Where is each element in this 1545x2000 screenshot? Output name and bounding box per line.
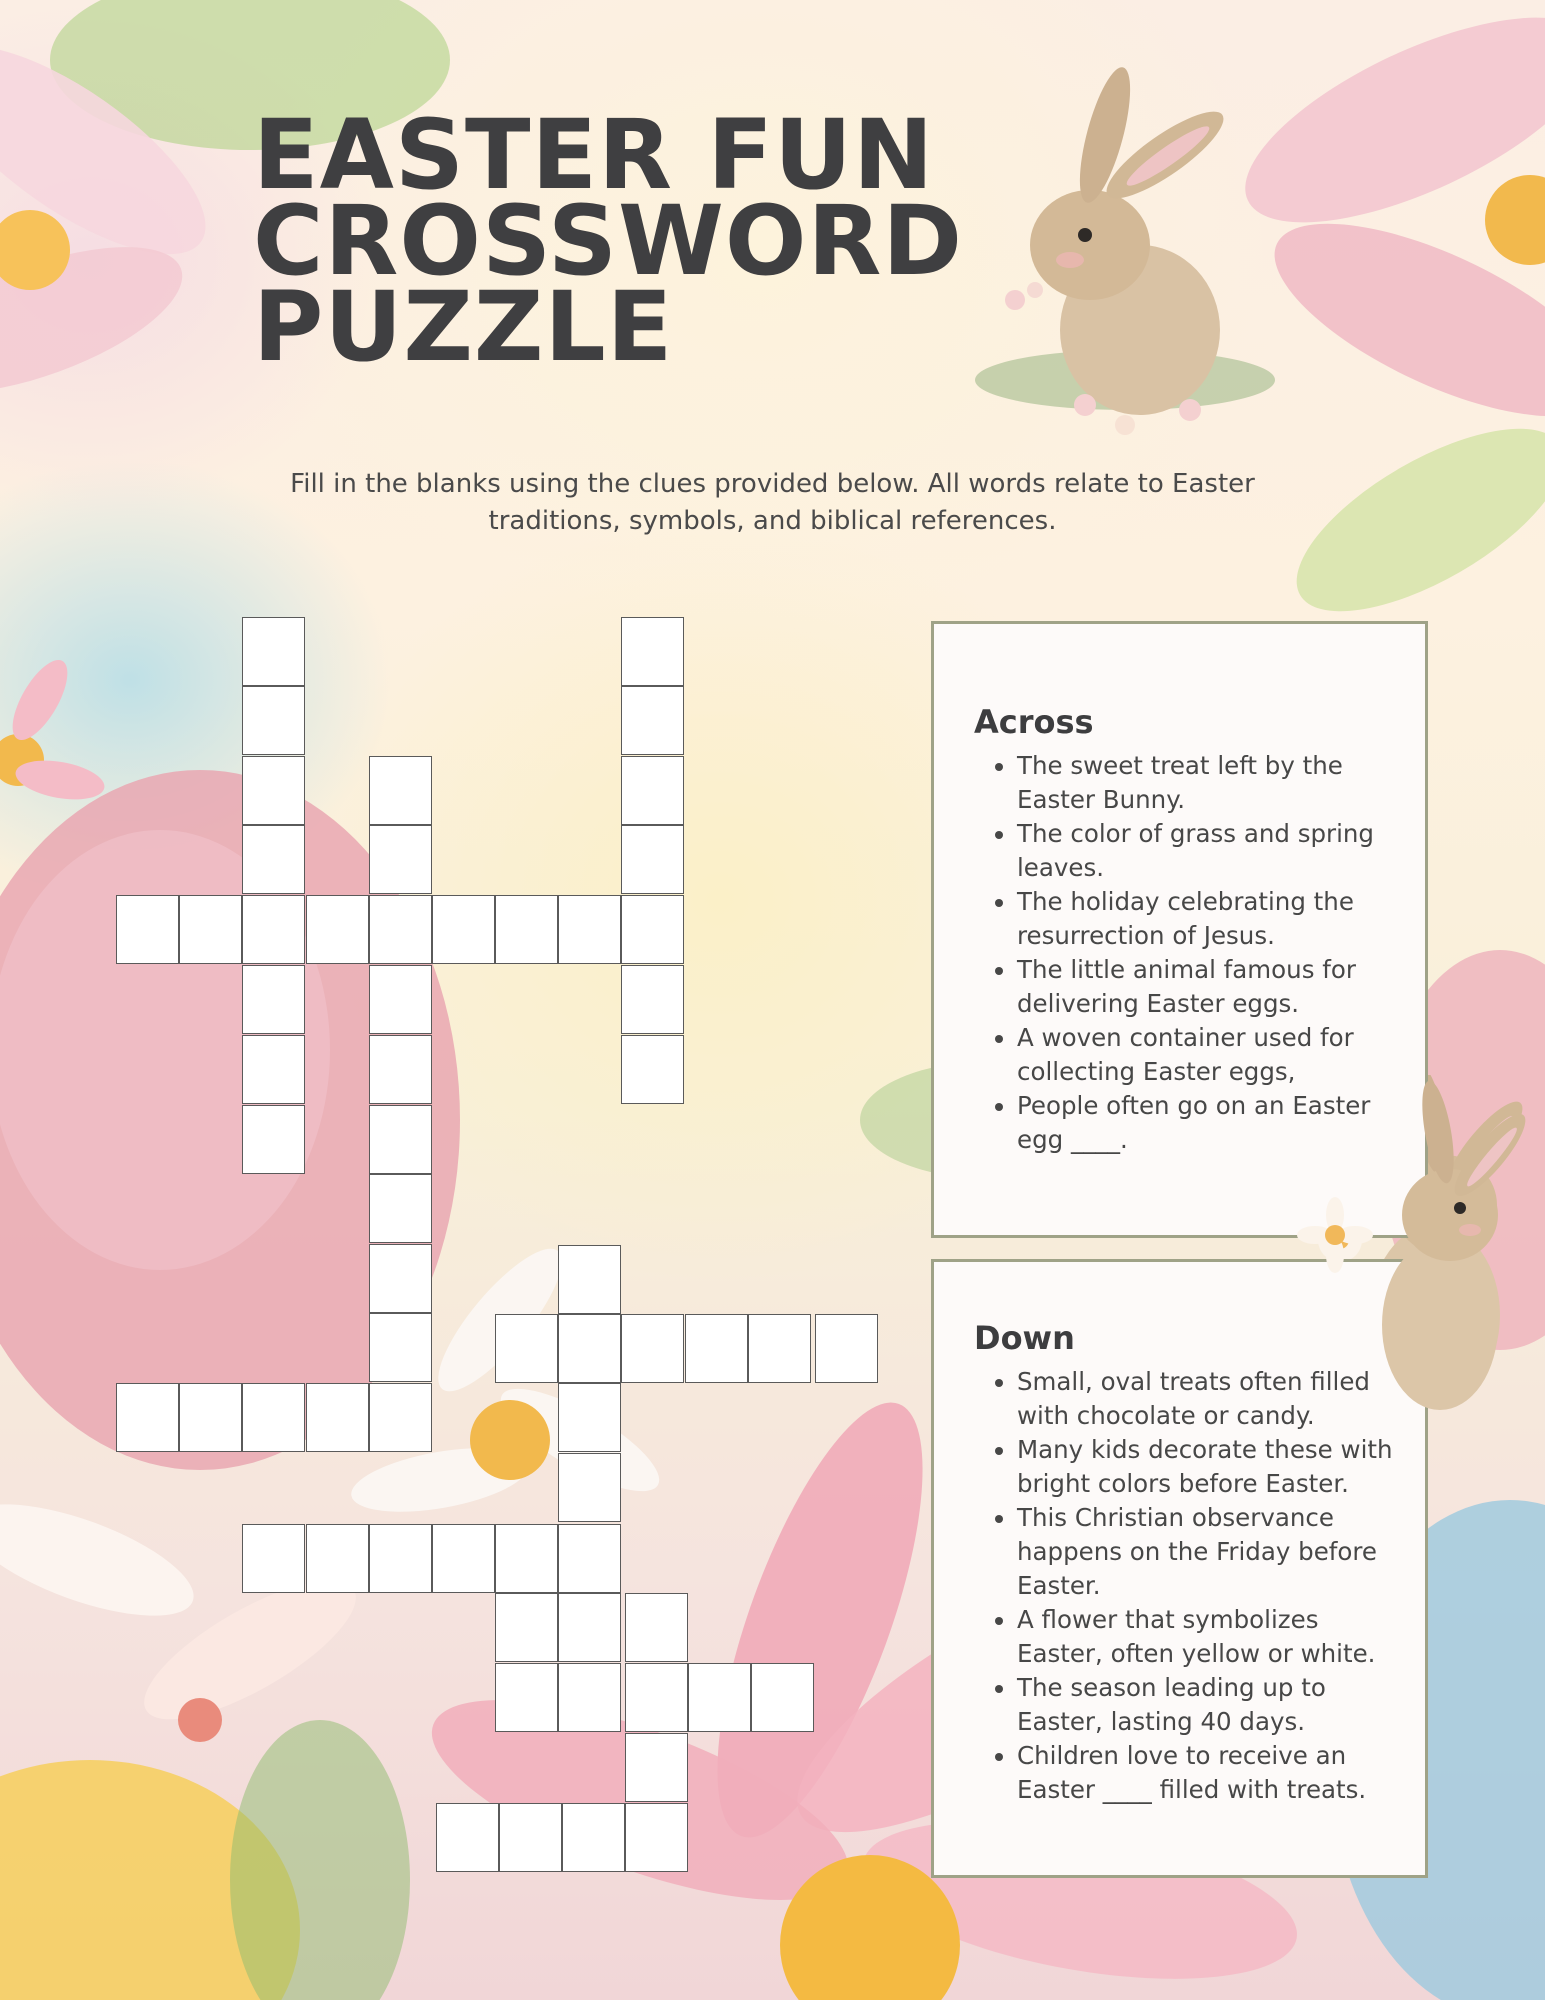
across-clue: • A woven container used for collecting Easter eggs, (1017, 1021, 1407, 1089)
down-clues-card (931, 1259, 1428, 1878)
crossword-cell[interactable] (621, 1035, 684, 1104)
crossword-cell[interactable] (625, 1593, 688, 1662)
title-line-1: EASTER FUN (253, 99, 935, 211)
crossword-cell[interactable] (751, 1663, 814, 1732)
crossword-cell[interactable] (436, 1803, 499, 1872)
crossword-cell[interactable] (242, 1035, 305, 1104)
down-clue: • The season leading up to Easter, lasting 40 days. (1017, 1671, 1407, 1739)
crossword-cell[interactable] (621, 686, 684, 755)
crossword-cell[interactable] (116, 1383, 179, 1452)
crossword-cell[interactable] (558, 1593, 621, 1662)
crossword-cell[interactable] (558, 1245, 621, 1314)
across-clue: • The sweet treat left by the Easter Bunny. (1017, 749, 1407, 817)
crossword-cell[interactable] (369, 1244, 432, 1313)
crossword-cell[interactable] (306, 1524, 369, 1593)
crossword-cell[interactable] (495, 1663, 558, 1732)
crossword-cell[interactable] (369, 1313, 432, 1382)
across-clue: • The color of grass and spring leaves. (1017, 817, 1407, 885)
down-heading: Down (974, 1319, 1075, 1357)
crossword-cell[interactable] (179, 1383, 242, 1452)
across-clue-list (974, 749, 1407, 1157)
down-clue: • Children love to receive an Easter ____ filled with treats. (1017, 1739, 1407, 1807)
down-clue: • Small, oval treats often filled with chocolate or candy. (1017, 1365, 1407, 1433)
crossword-cell[interactable] (369, 1174, 432, 1243)
bunny-overlay-illustration (1360, 1080, 1540, 1420)
crossword-cell[interactable] (242, 825, 305, 894)
crossword-cell[interactable] (748, 1314, 811, 1383)
crossword-cell[interactable] (306, 895, 369, 964)
crossword-cell[interactable] (242, 686, 305, 755)
crossword-cell[interactable] (558, 1453, 621, 1522)
crossword-cell[interactable] (369, 1105, 432, 1174)
crossword-cell[interactable] (369, 825, 432, 894)
crossword-cell[interactable] (558, 1663, 621, 1732)
crossword-cell[interactable] (432, 895, 495, 964)
crossword-cell[interactable] (242, 1383, 305, 1452)
crossword-cell[interactable] (621, 756, 684, 825)
across-clue: • The little animal famous for delivering Easter eggs. (1017, 953, 1407, 1021)
crossword-cell[interactable] (495, 1314, 558, 1383)
crossword-cell[interactable] (242, 756, 305, 825)
crossword-cell[interactable] (369, 1383, 432, 1452)
crossword-cell[interactable] (495, 895, 558, 964)
down-clue-list (974, 1365, 1407, 1807)
crossword-cell[interactable] (242, 965, 305, 1034)
crossword-cell[interactable] (558, 895, 621, 964)
crossword-cell[interactable] (621, 617, 684, 686)
crossword-cell[interactable] (495, 1593, 558, 1662)
crossword-cell[interactable] (369, 756, 432, 825)
crossword-cell[interactable] (815, 1314, 878, 1383)
across-clue: • The holiday celebrating the resurrection of Jesus. (1017, 885, 1407, 953)
crossword-cell[interactable] (499, 1803, 562, 1872)
crossword-cell[interactable] (242, 1524, 305, 1593)
crossword-cell[interactable] (621, 965, 684, 1034)
crossword-cell[interactable] (432, 1524, 495, 1593)
crossword-cell[interactable] (688, 1663, 751, 1732)
across-clues-card (931, 621, 1428, 1238)
crossword-cell[interactable] (369, 1524, 432, 1593)
crossword-cell[interactable] (562, 1803, 625, 1872)
down-clue: • A flower that symbolizes Easter, often yellow or white. (1017, 1603, 1407, 1671)
crossword-cell[interactable] (242, 617, 305, 686)
crossword-cell[interactable] (558, 1383, 621, 1452)
crossword-cell[interactable] (179, 895, 242, 964)
crossword-cell[interactable] (625, 1663, 688, 1732)
crossword-cell[interactable] (369, 965, 432, 1034)
crossword-cell[interactable] (625, 1733, 688, 1802)
instructions-text: Fill in the blanks using the clues provided below. All words relate to Easter traditions, symbols, and biblical references. (290, 469, 1255, 536)
crossword-cell[interactable] (369, 1035, 432, 1104)
daisy-flower-icon (1295, 1195, 1375, 1275)
crossword-cell[interactable] (242, 1105, 305, 1174)
across-heading: Across (974, 703, 1094, 741)
crossword-cell[interactable] (369, 895, 432, 964)
crossword-cell[interactable] (558, 1524, 621, 1593)
title-line-2: CROSSWORD (253, 185, 964, 297)
crossword-cell[interactable] (242, 895, 305, 964)
crossword-cell[interactable] (685, 1314, 748, 1383)
crossword-cell[interactable] (621, 1314, 684, 1383)
crossword-cell[interactable] (306, 1383, 369, 1452)
crossword-cell[interactable] (621, 895, 684, 964)
crossword-cell[interactable] (558, 1314, 621, 1383)
crossword-cell[interactable] (116, 895, 179, 964)
crossword-cell[interactable] (621, 825, 684, 894)
across-clue: • People often go on an Easter egg ____. (1017, 1089, 1407, 1157)
down-clue: • This Christian observance happens on the Friday before Easter. (1017, 1501, 1407, 1603)
crossword-cell[interactable] (625, 1803, 688, 1872)
down-clue: • Many kids decorate these with bright colors before Easter. (1017, 1433, 1407, 1501)
title-line-3: PUZZLE (253, 271, 674, 383)
crossword-cell[interactable] (495, 1524, 558, 1593)
